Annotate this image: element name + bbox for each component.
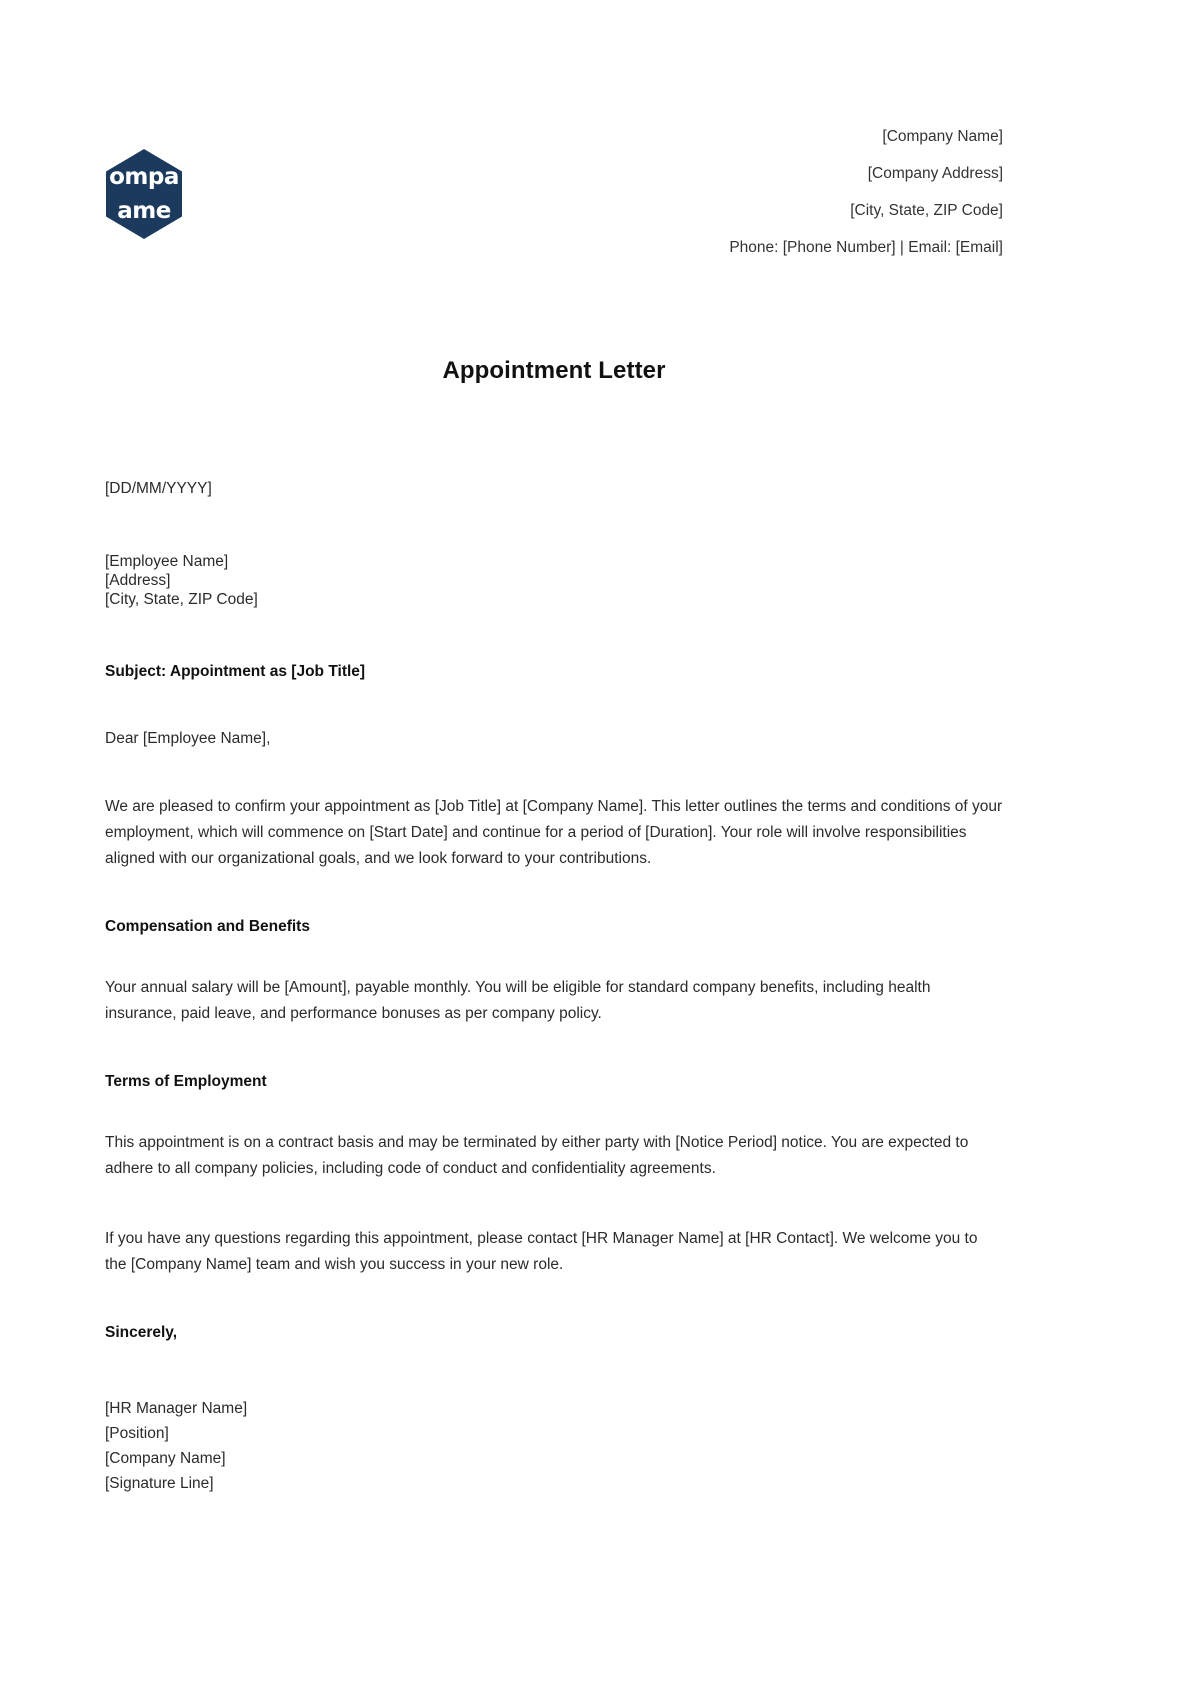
signer-position: [Position] <box>105 1425 169 1442</box>
company-city-state-zip: [City, State, ZIP Code] <box>850 202 1003 219</box>
letter-date: [DD/MM/YYYY] <box>105 480 212 497</box>
logo-text-line-2: ame <box>117 198 171 224</box>
section-heading-compensation: Compensation and Benefits <box>105 918 310 935</box>
section-body-compensation: Your annual salary will be [Amount], payable monthly. You will be eligible for standard company benefits, including health insurance, paid leave, and performance bonuses as per company policy. <box>105 979 931 1022</box>
page-title: Appointment Letter <box>442 357 666 384</box>
company-info-block <box>183 118 1003 266</box>
hexagon-logo-icon <box>105 148 183 240</box>
recipient-name: [Employee Name] <box>105 553 229 570</box>
company-name: [Company Name] <box>882 128 1003 145</box>
subject-line: Subject: Appointment as [Job Title] <box>105 663 366 680</box>
salutation: Dear [Employee Name], <box>105 730 271 747</box>
letterhead <box>105 118 1003 266</box>
intro-paragraph: We are pleased to confirm your appointment as [Job Title] at [Company Name]. This letter outlines the terms and conditions of your employment, which will commence on [Start Date] and continue for a period of [Duration]. Your role will involve responsibilities aligned with our organizational goals, and we look forward to your contributions. <box>105 798 1003 867</box>
signer-company: [Company Name] <box>105 1450 226 1467</box>
recipient-address-block <box>105 552 1003 609</box>
logo-text-line-1: ompa <box>109 164 179 190</box>
company-phone-email: Phone: [Phone Number] | Email: [Email] <box>729 239 1003 256</box>
closing-salutation: Sincerely, <box>105 1324 178 1341</box>
recipient-city-state-zip: [City, State, ZIP Code] <box>105 591 258 608</box>
signer-name: [HR Manager Name] <box>105 1400 248 1417</box>
section-body-terms: This appointment is on a contract basis and may be terminated by either party with [Notice Period] notice. You are expected to adhere to all company policies, including code of conduct and confidentiality agreements. <box>105 1134 969 1177</box>
contact-paragraph: If you have any questions regarding this appointment, please contact [HR Manager Name] at [HR Contact]. We welcome you to the [Company Name] team and wish you success in your new role. <box>105 1230 978 1273</box>
company-logo <box>105 148 183 240</box>
signature-block <box>105 1396 1003 1496</box>
company-address: [Company Address] <box>867 165 1003 182</box>
recipient-address: [Address] <box>105 572 171 589</box>
signature-line: [Signature Line] <box>105 1475 214 1492</box>
letter-body <box>105 478 1003 1496</box>
section-heading-terms: Terms of Employment <box>105 1073 267 1090</box>
